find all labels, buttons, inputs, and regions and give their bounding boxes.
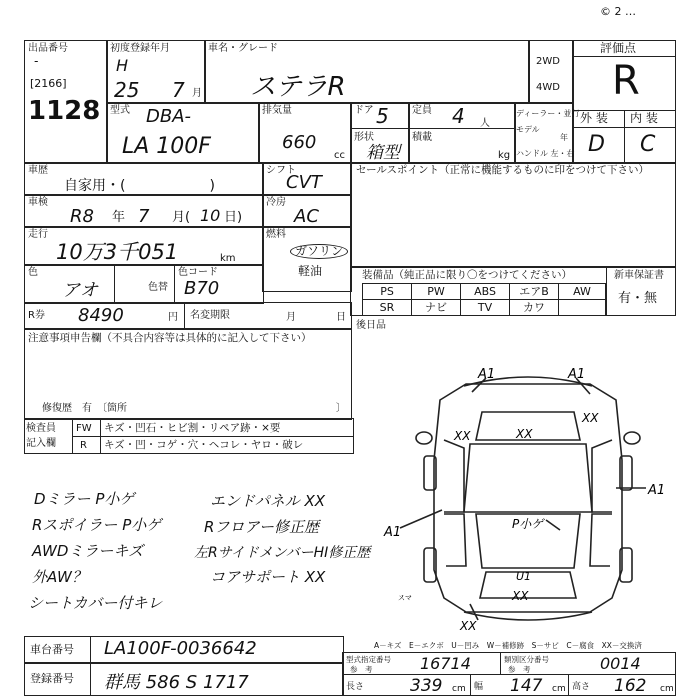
diag-mark-2: A1: [568, 367, 586, 382]
diag-mark-3: XX: [582, 411, 599, 425]
remark-right-1: エンドパネル XX: [210, 492, 326, 510]
capacity-unit: 人: [480, 118, 490, 129]
repair-end: 〕: [336, 403, 346, 414]
inspection-label: 車検: [28, 197, 48, 208]
inspector-fw-text: キズ・凹石・ヒビ割・リペア跡・×要: [104, 422, 281, 434]
drive-4wd: 4WD: [536, 82, 560, 93]
inspector-label1: 検査員: [26, 423, 56, 434]
shift-value: CVT: [286, 172, 322, 193]
equip-sr: SR: [362, 299, 412, 316]
recycle-label: R券: [28, 310, 45, 321]
lot-dash: -: [34, 54, 39, 68]
equip-ps: PS: [362, 283, 412, 300]
lot-code: [2166]: [30, 77, 67, 90]
first-reg-month: 7: [172, 78, 185, 102]
chassis-label: 車台番号: [30, 643, 74, 656]
diag-mirror-label: スマ: [398, 594, 412, 602]
fuel-diesel: 軽油: [298, 264, 323, 278]
inspection-day: 10: [200, 206, 221, 225]
equip-abs: ABS: [460, 283, 510, 300]
lot-label: 出品番号: [28, 43, 68, 54]
legend: A－キズ E－エクボ U－凹み W－補修跡 S－サビ C－腐食 XX－交換済: [374, 641, 642, 650]
inspection-m: 月(: [172, 210, 191, 225]
class-label2: 参 考: [508, 665, 531, 674]
displacement-label: 排気量: [262, 105, 292, 116]
equip-aw: AW: [558, 283, 606, 300]
color-label: 色: [28, 267, 38, 278]
dealer-l1: ディーラー・並行: [516, 109, 580, 118]
dealer-l3: 年: [560, 133, 568, 142]
diag-mark-11: XX: [460, 619, 477, 633]
sales-point-label: セールスポイント（正常に機能するものに印をつけて下さい）: [356, 164, 650, 176]
remark-left-2: Rスポイラー P小ゲ: [32, 516, 162, 534]
displacement-unit: cc: [334, 150, 345, 161]
warranty-label: 新車保証書: [614, 270, 664, 281]
remark-right-3: 左RサイドメンバーHI修正歴: [194, 545, 371, 561]
equipment-label: 装備品（純正品に限り〇をつけてください）: [362, 269, 572, 281]
capacity-label: 定員: [412, 105, 432, 116]
drive-2wd: 2WD: [536, 56, 560, 67]
load-unit: kg: [498, 150, 511, 161]
warranty-value: 有・無: [618, 291, 658, 306]
shift-label: シフト: [266, 165, 296, 176]
equip-leather: カワ: [509, 299, 559, 316]
remark-left-3: AWDミラーキズ: [32, 542, 144, 560]
mileage-value: 10万3千051: [56, 240, 179, 264]
door-value: 5: [376, 104, 389, 128]
shape-label: 形状: [354, 132, 374, 143]
length-unit: cm: [452, 684, 466, 694]
lot-number: 1128: [28, 96, 101, 126]
mileage-label: 走行: [28, 229, 48, 240]
equip-pw: PW: [411, 283, 461, 300]
top-mark: © 2 …: [600, 5, 636, 18]
color-code-label: 色コード: [178, 267, 218, 278]
capacity-value: 4: [452, 104, 465, 128]
shape-value: 箱型: [366, 143, 400, 163]
diag-mark-5: XX: [516, 427, 533, 441]
remark-right-4: コアサポート XX: [210, 568, 326, 586]
first-reg-era: H: [116, 56, 129, 75]
width-label: 幅: [474, 682, 484, 692]
int-label: 内 装: [630, 111, 658, 125]
diag-mark-6: A1: [648, 483, 666, 498]
model-value2: LA 100F: [122, 134, 211, 159]
ext-label: 外 装: [580, 111, 608, 125]
type-cert-label: 型式指定番号: [346, 655, 391, 664]
length-value: 339: [410, 676, 443, 696]
remark-right-2: Rフロアー修正歴: [204, 518, 319, 536]
color-change-label: 色替: [148, 282, 168, 293]
car-name-label: 車名・グレード: [208, 43, 278, 54]
reg-value: 群馬 586 S 1717: [104, 672, 249, 693]
first-reg-month-suffix: 月: [192, 88, 202, 99]
class-label: 類別区分番号: [504, 655, 549, 664]
first-reg-year: 25: [114, 78, 140, 102]
width-value: 147: [510, 676, 543, 696]
chassis-value: LA100F-0036642: [104, 638, 257, 659]
reg-label: 登録番号: [30, 672, 74, 685]
displacement-value: 660: [282, 132, 317, 153]
load-label: 積載: [412, 132, 432, 143]
post-date-label: 後日品: [356, 320, 386, 331]
ac-label: 冷房: [266, 197, 286, 208]
change-deadline-label: 名変期限: [190, 310, 230, 321]
dealer-l4: ハンドル 左・右: [516, 149, 575, 158]
type-cert-label2: 参 考: [350, 665, 373, 674]
height-unit: cm: [660, 684, 674, 694]
repair-label: 修復歴 有 〔箇所: [42, 403, 127, 414]
remark-left-1: Dミラー P小ゲ: [34, 490, 135, 508]
inspector-r-text: キズ・凹・コゲ・穴・ヘコレ・ヤロ・破レ: [104, 439, 304, 451]
height-label: 高さ: [572, 682, 591, 692]
rating-value: R: [612, 58, 640, 104]
first-reg-label: 初度登録年月: [110, 43, 170, 54]
door-label: ドア: [354, 105, 374, 116]
inspection-d: 日): [224, 210, 243, 225]
recycle-value: 8490: [78, 305, 124, 326]
diag-mark-9: U1: [516, 570, 532, 583]
history-label: 車歴: [28, 165, 48, 176]
diag-mark-8: P小ゲ: [512, 517, 544, 531]
ac-value: AC: [294, 206, 319, 227]
model-label: 型式: [110, 105, 130, 116]
rating-label: 評価点: [600, 41, 637, 55]
equip-tv: TV: [460, 299, 510, 316]
remark-left-4: 外AW？: [32, 568, 87, 586]
mileage-unit: km: [220, 253, 236, 264]
history-value: 自家用・( ): [64, 178, 215, 194]
inspector-label2: 記入欄: [26, 438, 56, 449]
class-value: 0014: [600, 654, 641, 673]
height-value: 162: [614, 676, 647, 696]
type-cert-value: 16714: [420, 654, 471, 673]
width-unit: cm: [552, 684, 566, 694]
equip-airbag: エアB: [509, 283, 559, 300]
inspection-year: R8: [70, 206, 94, 227]
ext-value: D: [588, 132, 605, 157]
color-code: B70: [184, 278, 220, 299]
inspection-y: 年: [112, 210, 126, 225]
diag-mark-4: XX: [454, 429, 471, 443]
remark-left-5: シートカバー付キレ: [28, 594, 163, 612]
change-deadline-month: 月: [286, 312, 296, 323]
model-value1: DBA-: [146, 106, 192, 127]
fuel-gas: ガソリン: [290, 244, 348, 259]
diag-mark-1: A1: [478, 367, 496, 382]
diag-mark-10: XX: [512, 589, 529, 603]
fuel-label: 燃料: [266, 229, 286, 240]
inspector-fw: FW: [76, 423, 92, 434]
diag-mark-7: A1: [384, 525, 402, 540]
equip-navi: ナビ: [411, 299, 461, 316]
length-label: 長さ: [346, 682, 365, 692]
dealer-l2: モデル: [516, 125, 540, 134]
recycle-unit: 円: [168, 312, 178, 323]
inspector-r: R: [80, 440, 87, 451]
car-name-value: ステラR: [250, 72, 346, 102]
change-deadline-day: 日: [336, 312, 346, 323]
int-value: C: [640, 132, 656, 157]
notes-label: 注意事項申告欄（不具合内容等は具体的に記入して下さい）: [28, 332, 312, 344]
color-value: アオ: [62, 280, 98, 301]
inspection-month: 7: [138, 206, 150, 227]
